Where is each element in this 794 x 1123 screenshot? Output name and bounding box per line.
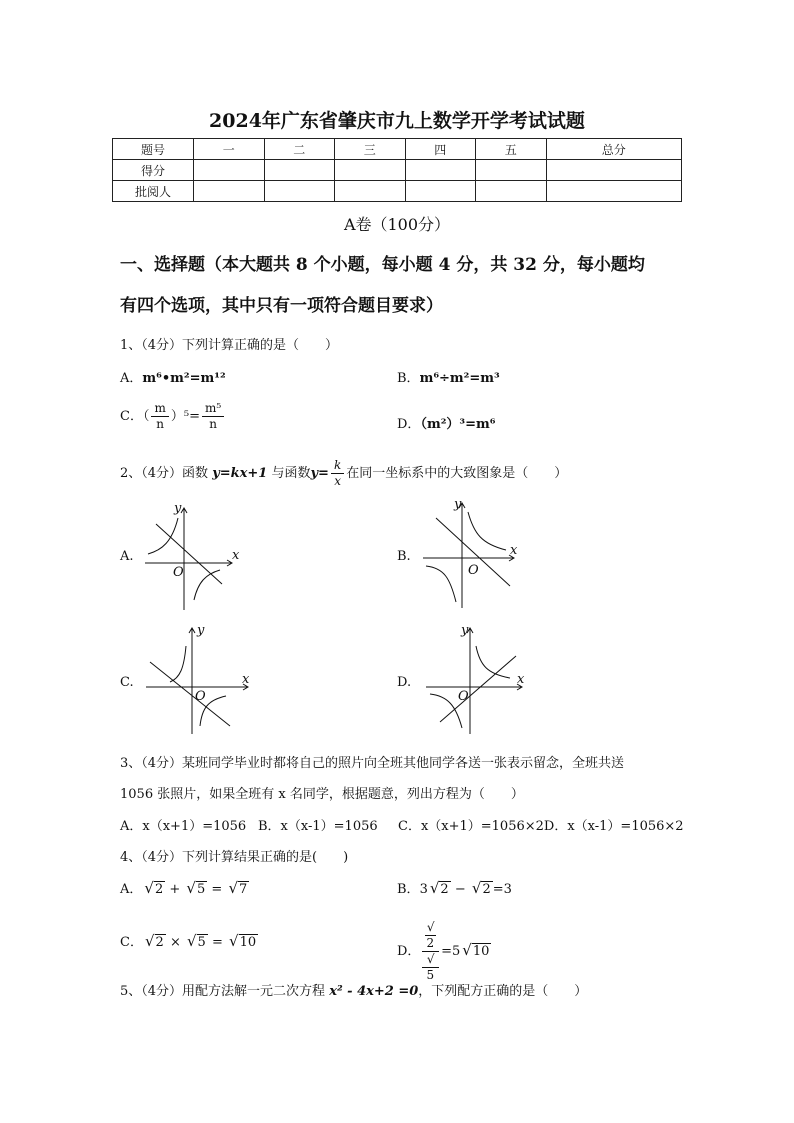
linear-function-line xyxy=(150,662,230,726)
graph-b xyxy=(418,498,528,613)
sqrt-sign: √ xyxy=(462,941,472,959)
score-cell xyxy=(476,160,547,181)
sqrt-sign: √ xyxy=(228,879,239,897)
option-label: C． xyxy=(120,935,143,950)
x-axis-label: x xyxy=(517,672,525,687)
column-header: 总分 xyxy=(546,139,682,160)
radicand: 2 xyxy=(482,882,491,897)
q4-option-b xyxy=(397,878,512,897)
linear-function-line xyxy=(156,524,222,584)
option-label: D． xyxy=(397,417,421,432)
y-axis-label: y xyxy=(454,497,462,512)
y-axis-label: y xyxy=(461,623,469,638)
hyperbola-branch-upper xyxy=(468,512,506,550)
function-prefix: y= xyxy=(310,466,329,481)
sqrt-sign: √ xyxy=(186,932,197,950)
page-title: 2024年广东省肇庆市九上数学开学考试试题 xyxy=(209,110,585,132)
q1-option-b xyxy=(397,367,500,386)
q2-option-a-label: A. xyxy=(120,549,134,564)
row-label: 得分 xyxy=(113,160,194,181)
question-4-stem: 4、（4分）下列计算结果正确的是( ) xyxy=(120,850,349,865)
sqrt-sign: √ xyxy=(186,879,196,897)
option-text: （m²）³=m⁶ xyxy=(420,417,496,432)
graph-c xyxy=(142,622,252,737)
question-2-stem xyxy=(120,458,567,489)
option-label: A． xyxy=(120,371,143,386)
score-cell xyxy=(194,181,265,202)
sqrt-sign: √ xyxy=(429,879,440,897)
x-axis-label: x xyxy=(232,548,240,563)
x-axis-label: x xyxy=(242,672,250,687)
score-table xyxy=(112,138,682,202)
hyperbola-branch-upper xyxy=(170,646,186,682)
fraction-k-over-x xyxy=(331,458,344,489)
radicand: 2 xyxy=(426,936,435,950)
denominator: √ 5 xyxy=(422,952,439,983)
score-cell xyxy=(335,160,406,181)
result: =5 xyxy=(441,944,461,959)
question-3-line1: 3、（4分）某班同学毕业时都将自己的照片向全班其他同学各送一张表示留念，全班共送 xyxy=(120,756,625,771)
origin-label: O xyxy=(173,565,184,580)
row-label: 批阅人 xyxy=(113,181,194,202)
option-text: m⁶•m²=m¹² xyxy=(142,371,226,386)
linear-function-line xyxy=(440,656,516,722)
operator: = xyxy=(211,935,223,950)
q1-option-d xyxy=(397,413,495,432)
option-label: D． xyxy=(397,944,421,959)
table-row xyxy=(113,160,682,181)
sqrt-sign: √ xyxy=(471,879,482,897)
score-cell xyxy=(194,160,265,181)
q2-option-d-label: D. xyxy=(397,675,412,690)
option-label: C． xyxy=(120,409,143,424)
sqrt-sign: √ xyxy=(229,932,239,950)
score-cell xyxy=(264,160,335,181)
operator: + xyxy=(169,882,181,897)
column-header: 一 xyxy=(194,139,265,160)
q1-option-a xyxy=(120,367,226,386)
q1-option-c xyxy=(120,401,226,432)
q3-option-a: A．x（x+1）=1056 xyxy=(120,819,247,834)
operator: × xyxy=(169,935,181,950)
hyperbola-branch-upper xyxy=(148,518,178,554)
option-label: B． xyxy=(397,882,420,897)
paren-open: （ xyxy=(142,409,150,424)
q2-option-c-label: C. xyxy=(120,675,134,690)
denominator: n xyxy=(156,417,165,431)
x-axis-label: x xyxy=(510,543,518,558)
radicand: 2 xyxy=(155,935,164,950)
volume-heading: A卷（100分） xyxy=(343,215,451,234)
y-axis-label: y xyxy=(174,501,182,516)
denominator: n xyxy=(209,417,217,431)
fraction-sqrt2-over-sqrt5 xyxy=(422,920,439,983)
operator: − xyxy=(454,882,466,897)
numerator: m xyxy=(151,401,168,417)
question-5-stem xyxy=(120,980,587,999)
radicand: 5 xyxy=(197,935,206,950)
q2-option-b-label: B. xyxy=(397,549,411,564)
option-text: m⁶÷m²=m³ xyxy=(419,371,500,386)
column-header: 三 xyxy=(335,139,406,160)
score-cell xyxy=(405,160,476,181)
stem-part: 与函数 xyxy=(267,466,311,481)
radicand: 2 xyxy=(440,882,449,897)
denominator: x xyxy=(334,474,341,488)
fraction-m5-over-n xyxy=(202,401,224,432)
table-row xyxy=(113,139,682,160)
hyperbola-branch-lower xyxy=(194,570,220,600)
result: =3 xyxy=(492,882,512,897)
q4-option-d xyxy=(397,920,491,983)
equation: x² - 4x+2 =0 xyxy=(329,984,419,999)
stem-part: 2、（4分）函数 xyxy=(120,466,213,481)
column-header: 四 xyxy=(405,139,476,160)
numerator: √ 2 xyxy=(422,920,439,952)
column-header: 二 xyxy=(264,139,335,160)
column-header: 五 xyxy=(476,139,547,160)
q3-option-b: B．x（x-1）=1056 xyxy=(258,819,378,834)
power-equals: ）⁵= xyxy=(170,409,200,424)
score-cell xyxy=(405,181,476,202)
hyperbola-branch-lower xyxy=(426,566,456,602)
sqrt-sign: √ xyxy=(144,932,155,950)
score-cell xyxy=(546,160,682,181)
radicand: 5 xyxy=(196,882,206,897)
section-heading-line1: 一、选择题（本大题共 8 个小题，每小题 4 分，共 32 分，每小题均 xyxy=(120,255,645,275)
table-row xyxy=(113,181,682,202)
question-1-stem: 1、（4分）下列计算正确的是（ ） xyxy=(120,338,339,353)
numerator: m⁵ xyxy=(202,401,224,417)
score-cell xyxy=(546,181,682,202)
sqrt-sign: √ xyxy=(144,879,154,897)
y-axis-label: y xyxy=(197,623,205,638)
origin-label: O xyxy=(195,689,206,704)
fraction-m-over-n xyxy=(151,401,168,432)
radicand: 10 xyxy=(239,935,257,950)
radicand: 7 xyxy=(239,882,248,897)
stem-part: ，下列配方正确的是（ ） xyxy=(418,984,588,999)
score-cell xyxy=(264,181,335,202)
operator: = xyxy=(211,882,223,897)
q4-option-a xyxy=(120,878,249,897)
stem-part: 5、（4分）用配方法解一元二次方程 xyxy=(120,984,330,999)
radicand: 2 xyxy=(154,882,164,897)
q3-option-cd: C．x（x+1）=1056×2D．x（x-1）=1056×2 xyxy=(398,819,684,834)
graph-d xyxy=(418,622,528,737)
score-cell xyxy=(335,181,406,202)
graph-a xyxy=(140,498,250,613)
hyperbola-branch-upper xyxy=(476,646,510,678)
row-label: 题号 xyxy=(113,139,194,160)
function-linear: y=kx+1 xyxy=(212,466,268,481)
option-label: A． xyxy=(120,882,143,897)
radicand: 5 xyxy=(422,967,439,983)
section-heading-line2: 有四个选项，其中只有一项符合题目要求） xyxy=(120,296,443,316)
option-label: B． xyxy=(397,371,420,386)
q4-option-c xyxy=(120,931,258,950)
numerator: k xyxy=(331,458,344,474)
score-cell xyxy=(476,181,547,202)
radicand: 10 xyxy=(472,944,490,959)
stem-part: 在同一坐标系中的大致图象是（ ） xyxy=(346,466,568,481)
origin-label: O xyxy=(458,689,469,704)
question-3-line2: 1056 张照片，如果全班有 x 名同学，根据题意，列出方程为（ ） xyxy=(120,787,524,802)
origin-label: O xyxy=(468,563,479,578)
coefficient: 3 xyxy=(419,882,428,897)
